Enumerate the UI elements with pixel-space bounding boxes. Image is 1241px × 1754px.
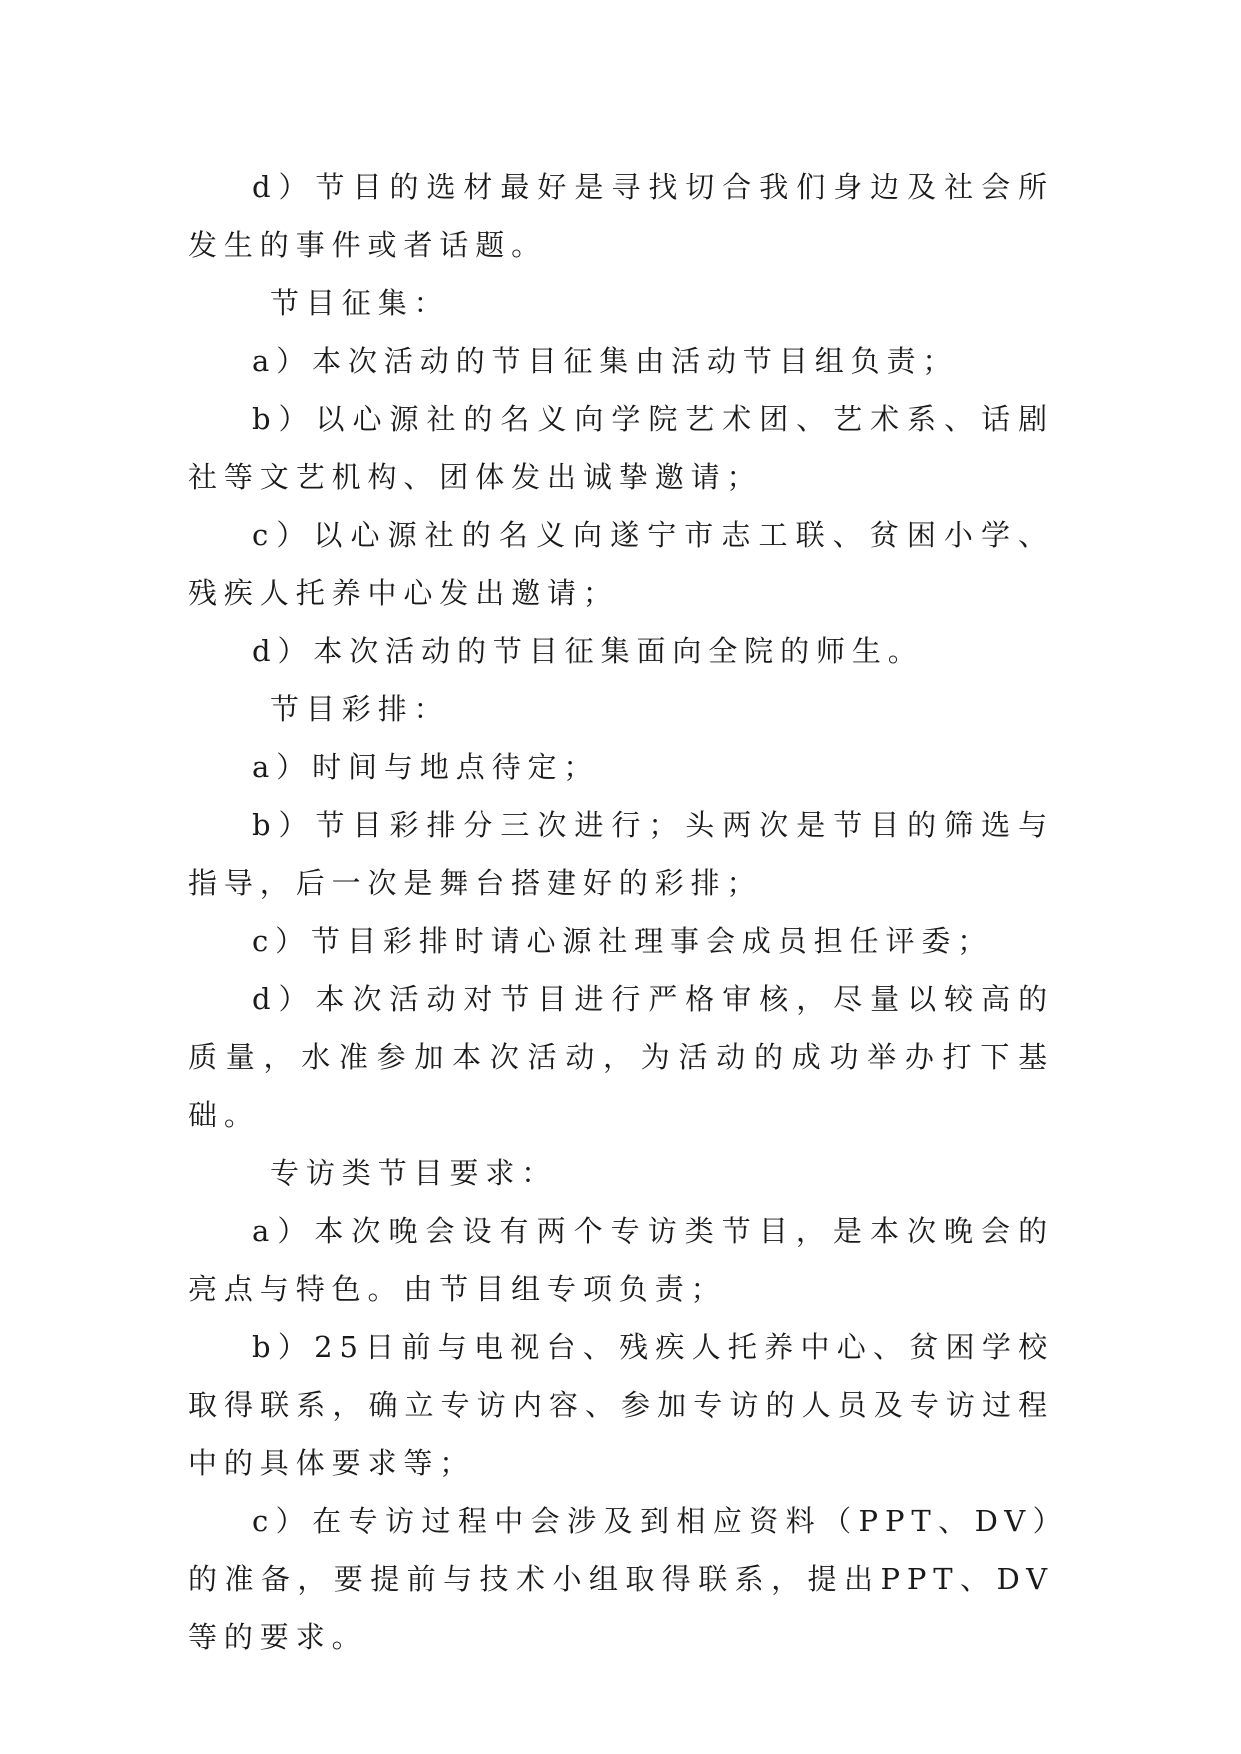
- paragraph-rehearsal-d: d）本次活动对节目进行严格审核，尽量以较高的质量，水准参加本次活动，为活动的成功举办打下基础。: [188, 982, 1054, 1132]
- paragraph-collection-c: c）以心源社的名义向遂宁市志工联、贫困小学、残疾人托养中心发出邀请；: [188, 518, 1054, 610]
- paragraph-interview-c: c）在专访过程中会涉及到相应资料（PPT、DV）的准备，要提前与技术小组取得联系，提出PPT、DV等的要求。: [188, 1504, 1054, 1654]
- paragraph-rehearsal-b: b）节目彩排分三次进行；头两次是节目的筛选与指导，后一次是舞台搭建好的彩排；: [188, 808, 1054, 900]
- paragraph-collection-b: b）以心源社的名义向学院艺术团、艺术系、话剧社等文艺机构、团体发出诚挚邀请；: [188, 402, 1054, 494]
- document-body: [188, 158, 1054, 1666]
- paragraph-interview-b: b）25日前与电视台、残疾人托养中心、贫困学校取得联系，确立专访内容、参加专访的人员及专访过程中的具体要求等；: [188, 1330, 1054, 1480]
- paragraph-rehearsal-c: c）节目彩排时请心源社理事会成员担任评委；: [252, 924, 994, 958]
- heading-interview-requirements: 专访类节目要求：: [270, 1156, 558, 1190]
- heading-rehearsal: 节目彩排：: [270, 692, 450, 726]
- paragraph-collection-a: a）本次活动的节目征集由活动节目组负责；: [252, 344, 959, 378]
- paragraph-interview-a: a）本次晚会设有两个专访类节目，是本次晚会的亮点与特色。由节目组专项负责；: [188, 1214, 1054, 1306]
- heading-program-collection: 节目征集：: [270, 286, 450, 320]
- paragraph-topic-selection: d）节目的选材最好是寻找切合我们身边及社会所发生的事件或者话题。: [188, 170, 1054, 262]
- paragraph-rehearsal-a: a）时间与地点待定；: [252, 750, 600, 784]
- paragraph-collection-d: d）本次活动的节目征集面向全院的师生。: [252, 634, 924, 668]
